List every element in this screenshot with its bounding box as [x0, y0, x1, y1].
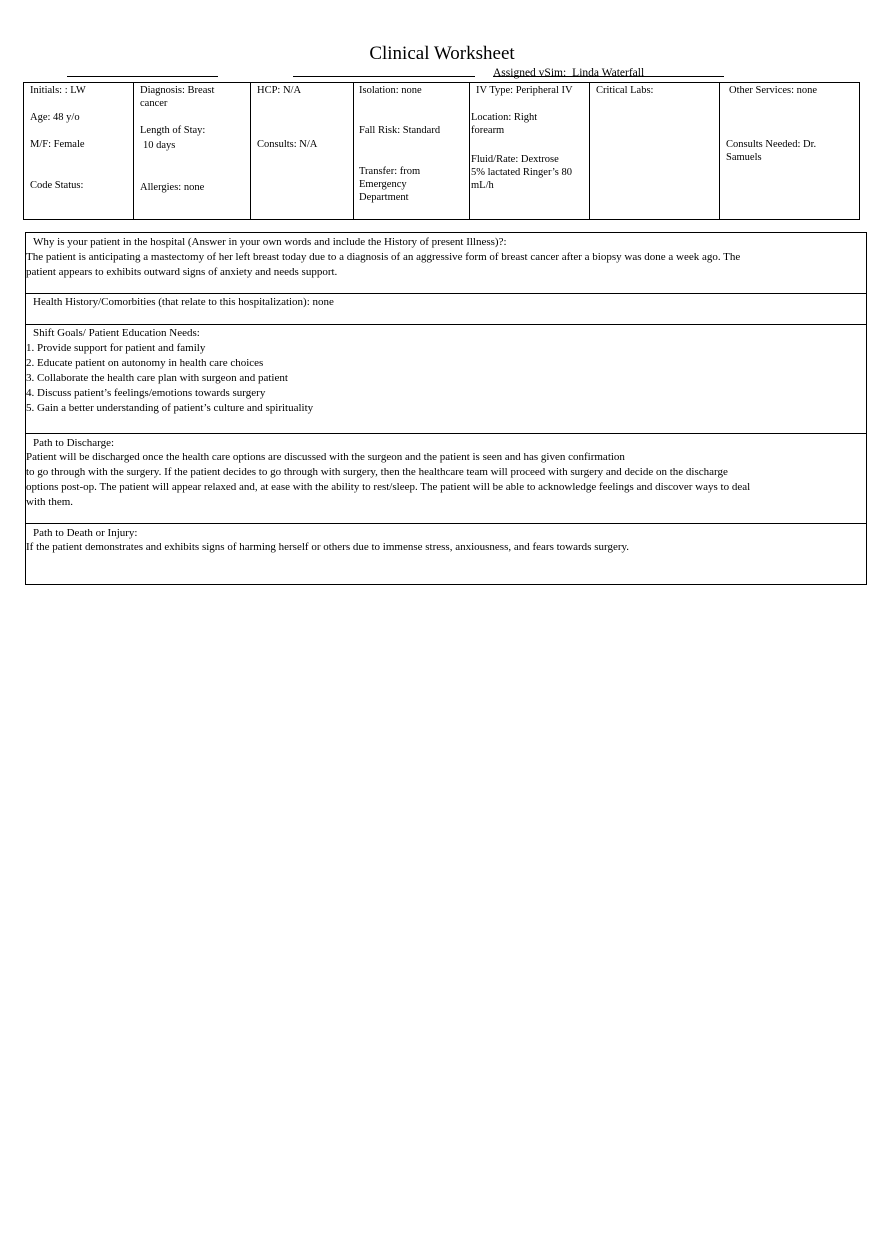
- transfer-line: Emergency: [359, 179, 407, 190]
- why-text-line: The patient is anticipating a mastectomy of her left breast today due to a diagnosis of an aggressive form of breast cancer after a biopsy was done a week ago. The: [26, 251, 741, 263]
- path-to-discharge-label: Path to Discharge:: [33, 437, 115, 449]
- blank-line-1: [67, 76, 218, 77]
- fall-risk-field: Fall Risk: Standard: [359, 125, 441, 136]
- table-divider: [719, 82, 720, 220]
- path-to-death-text: If the patient demonstrates and exhibits signs of harming herself or others due to immense stress, anxiousness, and fears towards surgery.: [26, 541, 630, 553]
- consults-needed-line: Consults Needed: Dr.: [726, 139, 817, 150]
- code-status-field: Code Status:: [30, 180, 84, 191]
- shift-goals-label: Shift Goals/ Patient Education Needs:: [33, 327, 200, 339]
- discharge-line: with them.: [26, 496, 74, 508]
- iv-type-field: IV Type: Peripheral IV: [476, 85, 573, 96]
- hcp-field: HCP: N/A: [257, 85, 302, 96]
- why-hospital-label: Why is your patient in the hospital (Answer in your own words and include the History of present Illness)?:: [33, 236, 507, 248]
- discharge-line: to go through with the surgery. If the patient decides to go through with surgery, then the healthcare team will proceed with surgery and decide on the discharge: [26, 466, 728, 478]
- fluid-rate-field: [471, 153, 572, 192]
- assigned-patient-name: Linda Waterfall: [572, 67, 645, 79]
- location-line: Location: Right: [471, 112, 538, 123]
- isolation-field: Isolation: none: [359, 85, 422, 96]
- transfer-line: Department: [359, 192, 409, 203]
- section-divider: [25, 433, 867, 434]
- diagnosis-field: [140, 84, 214, 110]
- goal-item: 3. Collaborate the health care plan with surgeon and patient: [26, 372, 288, 384]
- fluid-line: 5% lactated Ringer’s 80: [471, 167, 572, 178]
- assigned-vsim: [493, 66, 644, 80]
- goal-item: 5. Gain a better understanding of patient’s culture and spirituality: [26, 402, 314, 414]
- section-divider: [25, 523, 867, 524]
- table-divider: [469, 82, 470, 220]
- fluid-line: mL/h: [471, 180, 494, 191]
- allergies-field: Allergies: none: [140, 182, 205, 193]
- sex-field: M/F: Female: [30, 139, 85, 150]
- transfer-field: [359, 165, 420, 204]
- table-divider: [589, 82, 590, 220]
- table-divider: [353, 82, 354, 220]
- page-title: Clinical Worksheet: [369, 43, 515, 64]
- length-of-stay-label: Length of Stay:: [140, 125, 206, 136]
- goal-item: 4. Discuss patient’s feelings/emotions towards surgery: [26, 387, 266, 399]
- critical-labs-field: Critical Labs:: [596, 85, 654, 96]
- table-divider: [133, 82, 134, 220]
- iv-location-field: [471, 111, 537, 137]
- discharge-line: options post-op. The patient will appear relaxed and, at ease with the ability to rest/sleep. The patient will be able to acknowledge feelings and discover ways to deal: [26, 481, 751, 493]
- length-of-stay-value: 10 days: [143, 140, 176, 151]
- fluid-line: Fluid/Rate: Dextrose: [471, 154, 559, 165]
- other-services-field: Other Services: none: [729, 85, 818, 96]
- diagnosis-line: Diagnosis: Breast: [140, 85, 215, 96]
- goal-item: 2. Educate patient on autonomy in health care choices: [26, 357, 264, 369]
- consults-field: Consults: N/A: [257, 139, 318, 150]
- why-hospital-text: [26, 250, 826, 280]
- diagnosis-line: cancer: [140, 98, 168, 109]
- path-to-death-label: Path to Death or Injury:: [33, 527, 138, 539]
- table-divider: [250, 82, 251, 220]
- transfer-line: Transfer: from: [359, 166, 421, 177]
- shift-goals-list: [26, 341, 826, 416]
- initials-field: Initials: : LW: [30, 85, 86, 96]
- section-divider: [25, 324, 867, 325]
- section-divider: [25, 293, 867, 294]
- assigned-label: Assigned vSim:: [493, 67, 567, 79]
- why-text-line: patient appears to exhibits outward signs of anxiety and needs support.: [26, 266, 338, 278]
- goal-item: 1. Provide support for patient and family: [26, 342, 206, 354]
- consults-needed-field: [726, 138, 816, 164]
- discharge-line: Patient will be discharged once the health care options are discussed with the surgeon and the patient is seen and has given confirmation: [26, 451, 625, 463]
- age-field: Age: 48 y/o: [30, 112, 80, 123]
- blank-line-2: [293, 76, 475, 77]
- consults-needed-line: Samuels: [726, 152, 762, 163]
- location-line: forearm: [471, 125, 505, 136]
- path-to-discharge-text: [26, 450, 826, 510]
- health-history-label: Health History/Comorbities (that relate to this hospitalization): none: [33, 296, 334, 308]
